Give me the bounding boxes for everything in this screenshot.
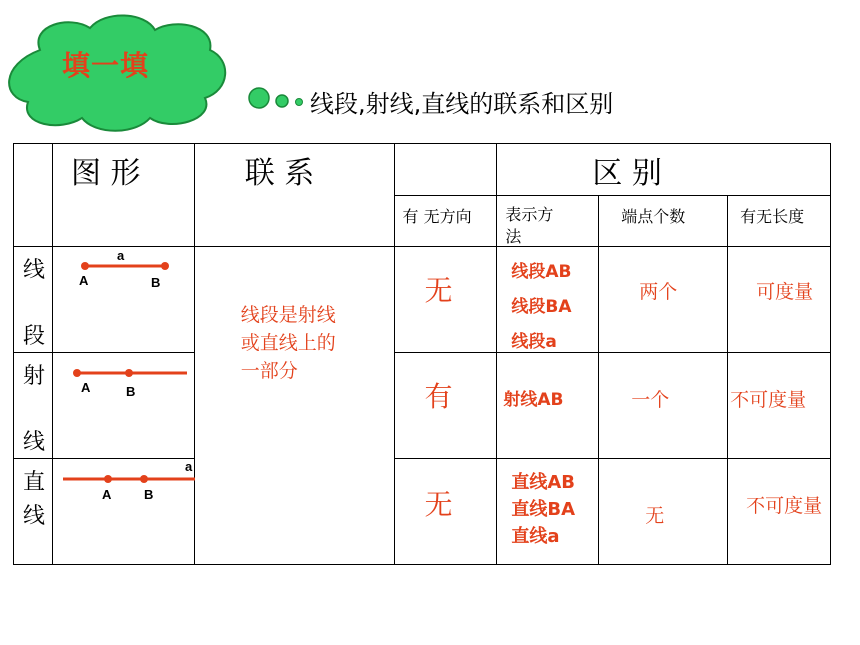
relation-line-3: 一部分 — [240, 360, 298, 382]
endpoints-segment: 两个 — [639, 281, 678, 303]
subheader-notation-line2: 法 — [505, 227, 522, 246]
row-label-line-top: 直 — [23, 470, 46, 495]
header-figure: 图 形 — [70, 156, 141, 191]
ray-label-A: A — [80, 380, 91, 395]
relation-line-1: 线段是射线 — [240, 304, 336, 326]
line-figure — [53, 459, 195, 519]
notation-segment-3: 线段a — [511, 332, 557, 352]
subheader-direction: 有 无方向 — [402, 207, 472, 226]
length-segment-cell — [728, 247, 831, 353]
figure-ray-cell — [52, 353, 194, 459]
segment-label-A: A — [78, 273, 89, 288]
direction-line: 无 — [424, 488, 453, 521]
figure-line-cell — [52, 459, 194, 565]
notation-line-2: 直线BA — [511, 499, 576, 520]
subtitle: 线段,射线,直线的联系和区别 — [310, 90, 614, 118]
ray-label-B: B — [125, 384, 136, 399]
subheader-notation-cell — [497, 196, 599, 247]
notation-line — [511, 469, 575, 550]
notation-line-cell — [497, 459, 599, 565]
bullet-dots-icon — [248, 86, 308, 114]
subheader-notation — [505, 204, 553, 248]
direction-ray: 有 — [424, 380, 453, 413]
figure-segment-cell — [52, 247, 194, 353]
subheader-direction-cell — [394, 196, 497, 247]
row-label-line-bottom: 线 — [23, 504, 46, 529]
endpoints-line: 无 — [645, 505, 665, 527]
notation-segment-1: 线段AB — [511, 262, 572, 282]
subheader-length: 有无长度 — [740, 207, 805, 226]
ray-figure — [53, 353, 195, 413]
notation-ray-1: 射线AB — [503, 390, 564, 410]
header-relation: 联 系 — [244, 156, 315, 191]
endpoints-segment-cell — [599, 247, 728, 353]
endpoints-ray: 一个 — [631, 389, 670, 411]
notation-segment-2: 线段BA — [511, 297, 572, 317]
relation-cell — [194, 247, 394, 565]
endpoints-line-cell — [599, 459, 728, 565]
length-segment: 可度量 — [756, 281, 814, 303]
row-label-segment-bottom: 段 — [23, 324, 46, 349]
row-label-line — [14, 459, 53, 565]
line-label-B: B — [143, 487, 154, 502]
line-label-a: a — [184, 459, 193, 474]
length-line: 不可度量 — [746, 495, 823, 517]
notation-segment — [511, 255, 571, 360]
length-line-cell — [728, 459, 831, 565]
row-label-ray-top: 射 — [23, 364, 46, 389]
subheader-endpoints: 端点个数 — [621, 207, 686, 226]
header-difference: 区 别 — [592, 156, 662, 191]
notation-line-1: 直线AB — [511, 472, 576, 493]
row-label-segment — [14, 247, 53, 353]
subheader-length-cell — [728, 196, 831, 247]
line-label-A: A — [101, 487, 112, 502]
notation-segment-cell — [497, 247, 599, 353]
row-label-ray-bottom: 线 — [23, 430, 46, 455]
direction-segment-cell — [394, 247, 497, 353]
subheader-notation-line1: 表示方 — [505, 205, 554, 224]
header-relation-cell — [194, 144, 394, 247]
header-empty-cell — [14, 144, 53, 247]
endpoints-ray-cell — [599, 353, 728, 459]
page-title: 填一填 — [62, 49, 150, 82]
direction-line-cell — [394, 459, 497, 565]
relation-line-2: 或直线上的 — [240, 332, 336, 354]
length-ray: 不可度量 — [730, 389, 807, 411]
row-label-segment-top: 线 — [23, 258, 46, 283]
relation-text — [241, 301, 336, 385]
notation-line-3: 直线a — [511, 526, 560, 547]
direction-segment: 无 — [424, 274, 453, 307]
subheader-endpoints-cell — [599, 196, 728, 247]
header-figure-cell — [52, 144, 194, 247]
segment-figure — [53, 247, 195, 307]
segment-label-a: a — [116, 248, 125, 263]
segment-label-B: B — [150, 275, 161, 290]
header-blank-cell — [394, 144, 497, 196]
direction-ray-cell — [394, 353, 497, 459]
comparison-table — [13, 143, 831, 565]
row-label-ray — [14, 353, 53, 459]
notation-ray-cell — [497, 353, 599, 459]
header-difference-cell — [497, 144, 831, 196]
length-ray-cell — [728, 353, 831, 459]
